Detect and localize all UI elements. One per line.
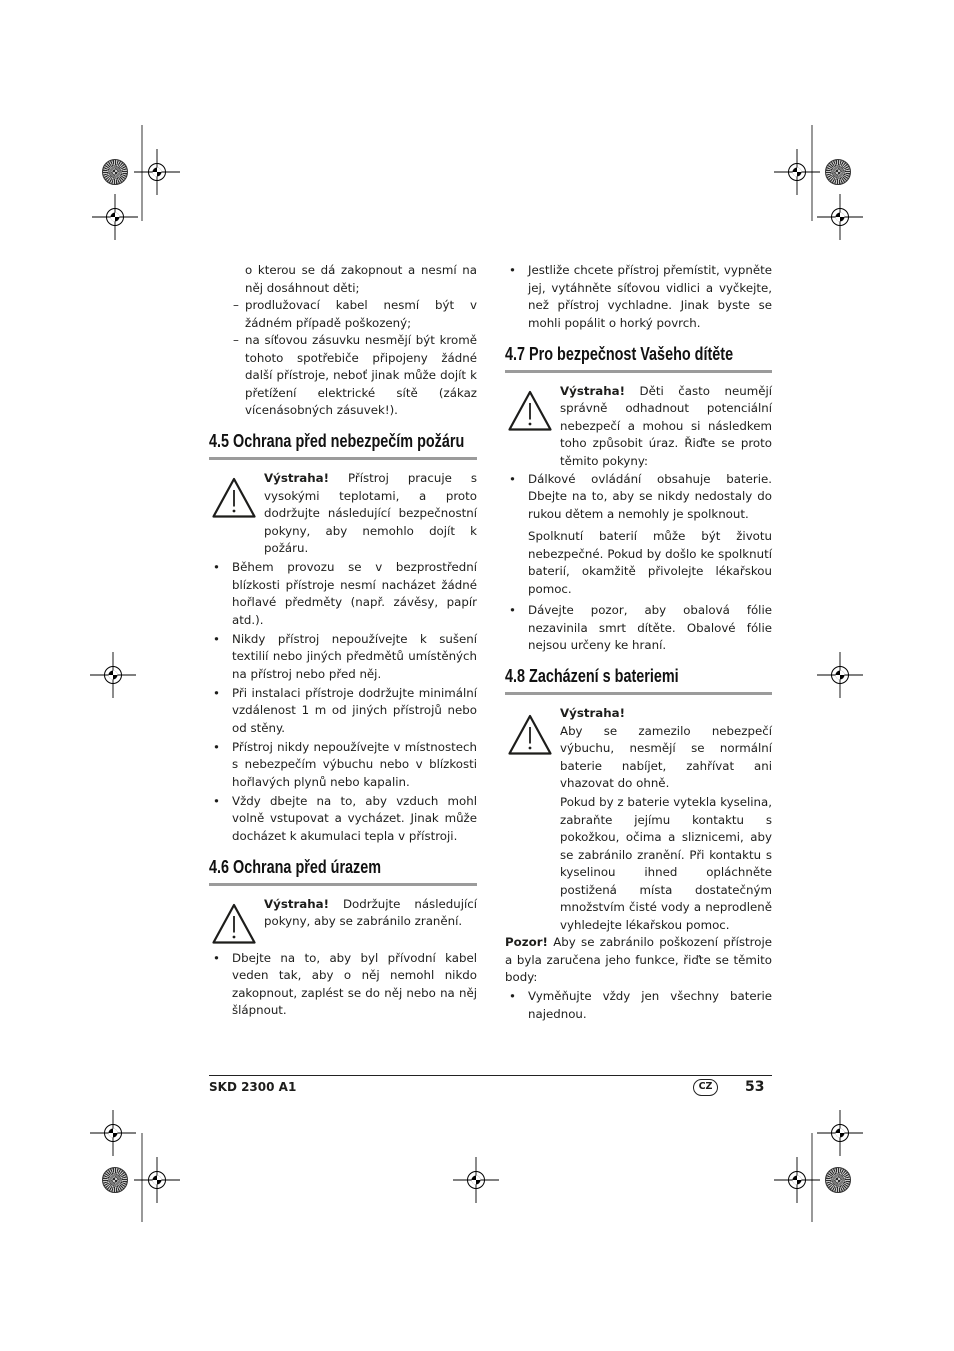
registration-target-icon <box>90 652 136 698</box>
dash-list-item <box>209 297 477 332</box>
language-badge <box>693 1079 718 1096</box>
section-title: 4.5 Ochrana před nebezpečím požáru <box>209 431 465 451</box>
warning-box <box>209 470 477 558</box>
list-item-text: Dbejte na to, aby byl přívodní kabel veden tak, aby o něj nemohl nikdo zakopnout, zaplést se do něj nebo na něj šlápnout. <box>232 950 477 1017</box>
warning-box <box>505 705 772 934</box>
list-item-text: Dávejte pozor, aby obalová fólie nezavinila smrt dítěte. Obalové fólie nejsou určeny ke hraní. <box>528 603 772 652</box>
list-item <box>505 602 772 655</box>
list-item <box>209 950 477 1020</box>
bullet-marker: • <box>509 603 516 617</box>
list-item <box>505 262 772 332</box>
registration-target-icon <box>774 1157 820 1203</box>
section-heading-4-7 <box>505 343 772 365</box>
bullet-marker: • <box>509 989 516 1003</box>
list-item-text: Při instalaci přístroje dodržujte minimální vzdálenost 1 m od jiných přístrojů nebo od stěny. <box>232 685 477 735</box>
list-item-text: Dálkové ovládání obsahuje baterie. Dbejte na to, aby se nikdy nedostaly do rukou dětem a nemohly je spolknout. <box>528 471 772 521</box>
dash-list-item <box>209 332 477 420</box>
warning-label: Výstraha! <box>264 896 329 911</box>
model-number: SKD 2300 A1 <box>209 1080 297 1094</box>
registration-target-icon <box>817 652 863 698</box>
list-continuation: o kterou se dá zakopnout a nesmí na něj dosáhnout děti; <box>245 263 477 295</box>
registration-target-icon <box>134 1157 180 1203</box>
heading-rule <box>209 457 477 460</box>
list-item-text: Jestliže chcete přístroj přemístit, vypněte jej, vytáhněte síťovou vidlici a vyčkejte, než přístroj vychladne. Jinak byste se mohli popálit o horký povrch. <box>528 263 772 330</box>
registration-target-icon <box>90 1110 136 1156</box>
warning-body: Dodržujte následující pokyny, aby se zabránilo zranění. <box>264 896 478 928</box>
dash-item-text: na síťovou zásuvku nesmějí být kromě tohoto spotřebiče připojeny žádné další přístroje, neboť jinak může dojít k přetížení elektrické sítě (zákaz vícenásobných zásuvek!). <box>245 333 477 417</box>
bullet-marker: • <box>509 471 516 486</box>
list-item-text: Nikdy přístroj nepoužívejte k sušení textilií nebo jiných předmětů umístěných na přístroj nebo před něj. <box>232 631 477 681</box>
battery-swallow-note: Spolknutí baterií může být životu nebezpečné. Pokud by došlo ke spolknutí baterií, okamžitě přivolejte lékařskou pomoc. <box>528 529 772 596</box>
footer-rule <box>209 1075 772 1076</box>
bullet-marker: • <box>213 950 220 965</box>
section-heading-4-8 <box>505 665 772 687</box>
dash-item-text: prodlužovací kabel nesmí být v žádném případě poškozený; <box>245 298 477 330</box>
warning-triangle-icon <box>211 902 257 946</box>
caution-label: Pozor! <box>505 935 548 949</box>
list-item-text: Vyměňujte vždy jen všechny baterie najednou. <box>528 989 772 1021</box>
warning-label: Výstraha! <box>560 383 625 398</box>
section-heading-4-6 <box>209 856 477 878</box>
caution-body: Aby se zabránilo poškození přístroje a byla zaručena jeho funkce, řiďte se těmito body: <box>505 935 772 984</box>
list-item <box>209 631 477 684</box>
registration-target-icon <box>92 194 138 240</box>
list-item <box>209 793 477 846</box>
warning-text <box>560 383 772 471</box>
list-item <box>209 739 477 792</box>
warning-body: Děti často neumějí správně odhadnout potenciální nebezpečí a mohou si následkem toho způsobit úraz. Řiďte se proto těmito pokyny: <box>560 383 773 468</box>
warning-body: Aby se zamezilo nebezpečí výbuchu, nesmějí se normální baterie nabíjet, zahřívat ani vhazovat do ohně. <box>560 723 772 790</box>
color-rosette <box>825 159 851 185</box>
registration-target-icon <box>453 1157 499 1203</box>
list-item <box>209 685 477 738</box>
language-code: CZ <box>698 1081 713 1092</box>
page-number: 53 <box>745 1079 765 1095</box>
warning-text-acid: Pokud by z baterie vytekla kyselina, zabraňte jejímu kontaktu s pokožkou, očima a sliznicemi, aby se zabránilo zranění. Při kontaktu s kyselinou ihned opláchněte postižená místa dostatečným množstvím čisté vody a neprodleně vyhledejte lékařskou pomoc. <box>560 795 772 932</box>
heading-rule <box>505 692 772 695</box>
bullet-marker: • <box>509 263 516 277</box>
section-title: 4.6 Ochrana před úrazem <box>209 856 382 877</box>
registration-target-icon <box>774 149 820 195</box>
dash-marker: – <box>233 333 239 347</box>
list-item <box>505 471 772 524</box>
left-column <box>209 262 477 1020</box>
warning-text <box>264 896 477 931</box>
color-rosette <box>102 1167 128 1193</box>
warning-text <box>264 470 477 558</box>
color-rosette <box>102 159 128 185</box>
warning-triangle-icon <box>211 476 257 520</box>
heading-rule <box>505 370 772 373</box>
list-item <box>505 988 772 1023</box>
registration-target-icon <box>817 194 863 240</box>
warning-text <box>560 705 772 793</box>
section-title: 4.8 Zacházení s bateriemi <box>505 666 679 686</box>
heading-rule <box>209 883 477 886</box>
dash-marker: – <box>233 298 239 312</box>
section-title: 4.7 Pro bezpečnost Vašeho dítěte <box>505 343 734 364</box>
warning-box <box>505 383 772 471</box>
registration-target-icon <box>817 1110 863 1156</box>
warning-label: Výstraha! <box>264 471 329 485</box>
list-item-text: Během provozu se v bezprostřední blízkosti přístroje nesmí nacházet žádné hořlavé předměty (např. závěsy, papír atd.). <box>232 560 477 627</box>
list-item-text: Přístroj nikdy nepoužívejte v místnostech s nebezpečím výbuchu nebo v blízkosti hořlavých plynů nebo kapalin. <box>232 739 477 789</box>
bullet-marker: • <box>213 631 220 646</box>
bullet-marker: • <box>213 793 220 808</box>
registration-target-icon <box>134 149 180 195</box>
warning-box <box>209 896 477 946</box>
color-rosette <box>825 1167 851 1193</box>
section-heading-4-5 <box>209 430 477 452</box>
warning-triangle-icon <box>507 389 553 433</box>
list-item-text: Vždy dbejte na to, aby vzduch mohl volně vstupovat a vycházet. Jinak může docházet k akumulaci tepla v přístroji. <box>232 793 477 843</box>
bullet-marker: • <box>213 685 220 700</box>
right-column <box>505 262 772 1023</box>
caution-text <box>505 934 772 987</box>
list-item <box>209 559 477 629</box>
bullet-marker: • <box>213 560 220 574</box>
warning-triangle-icon <box>507 713 553 757</box>
bullet-marker: • <box>213 739 220 754</box>
warning-label: Výstraha! <box>560 706 625 720</box>
warning-body: Přístroj pracuje s vysokými teplotami, a proto dodržujte následující bezpečnostní pokyny, aby nemohlo dojít k požáru. <box>264 471 477 555</box>
